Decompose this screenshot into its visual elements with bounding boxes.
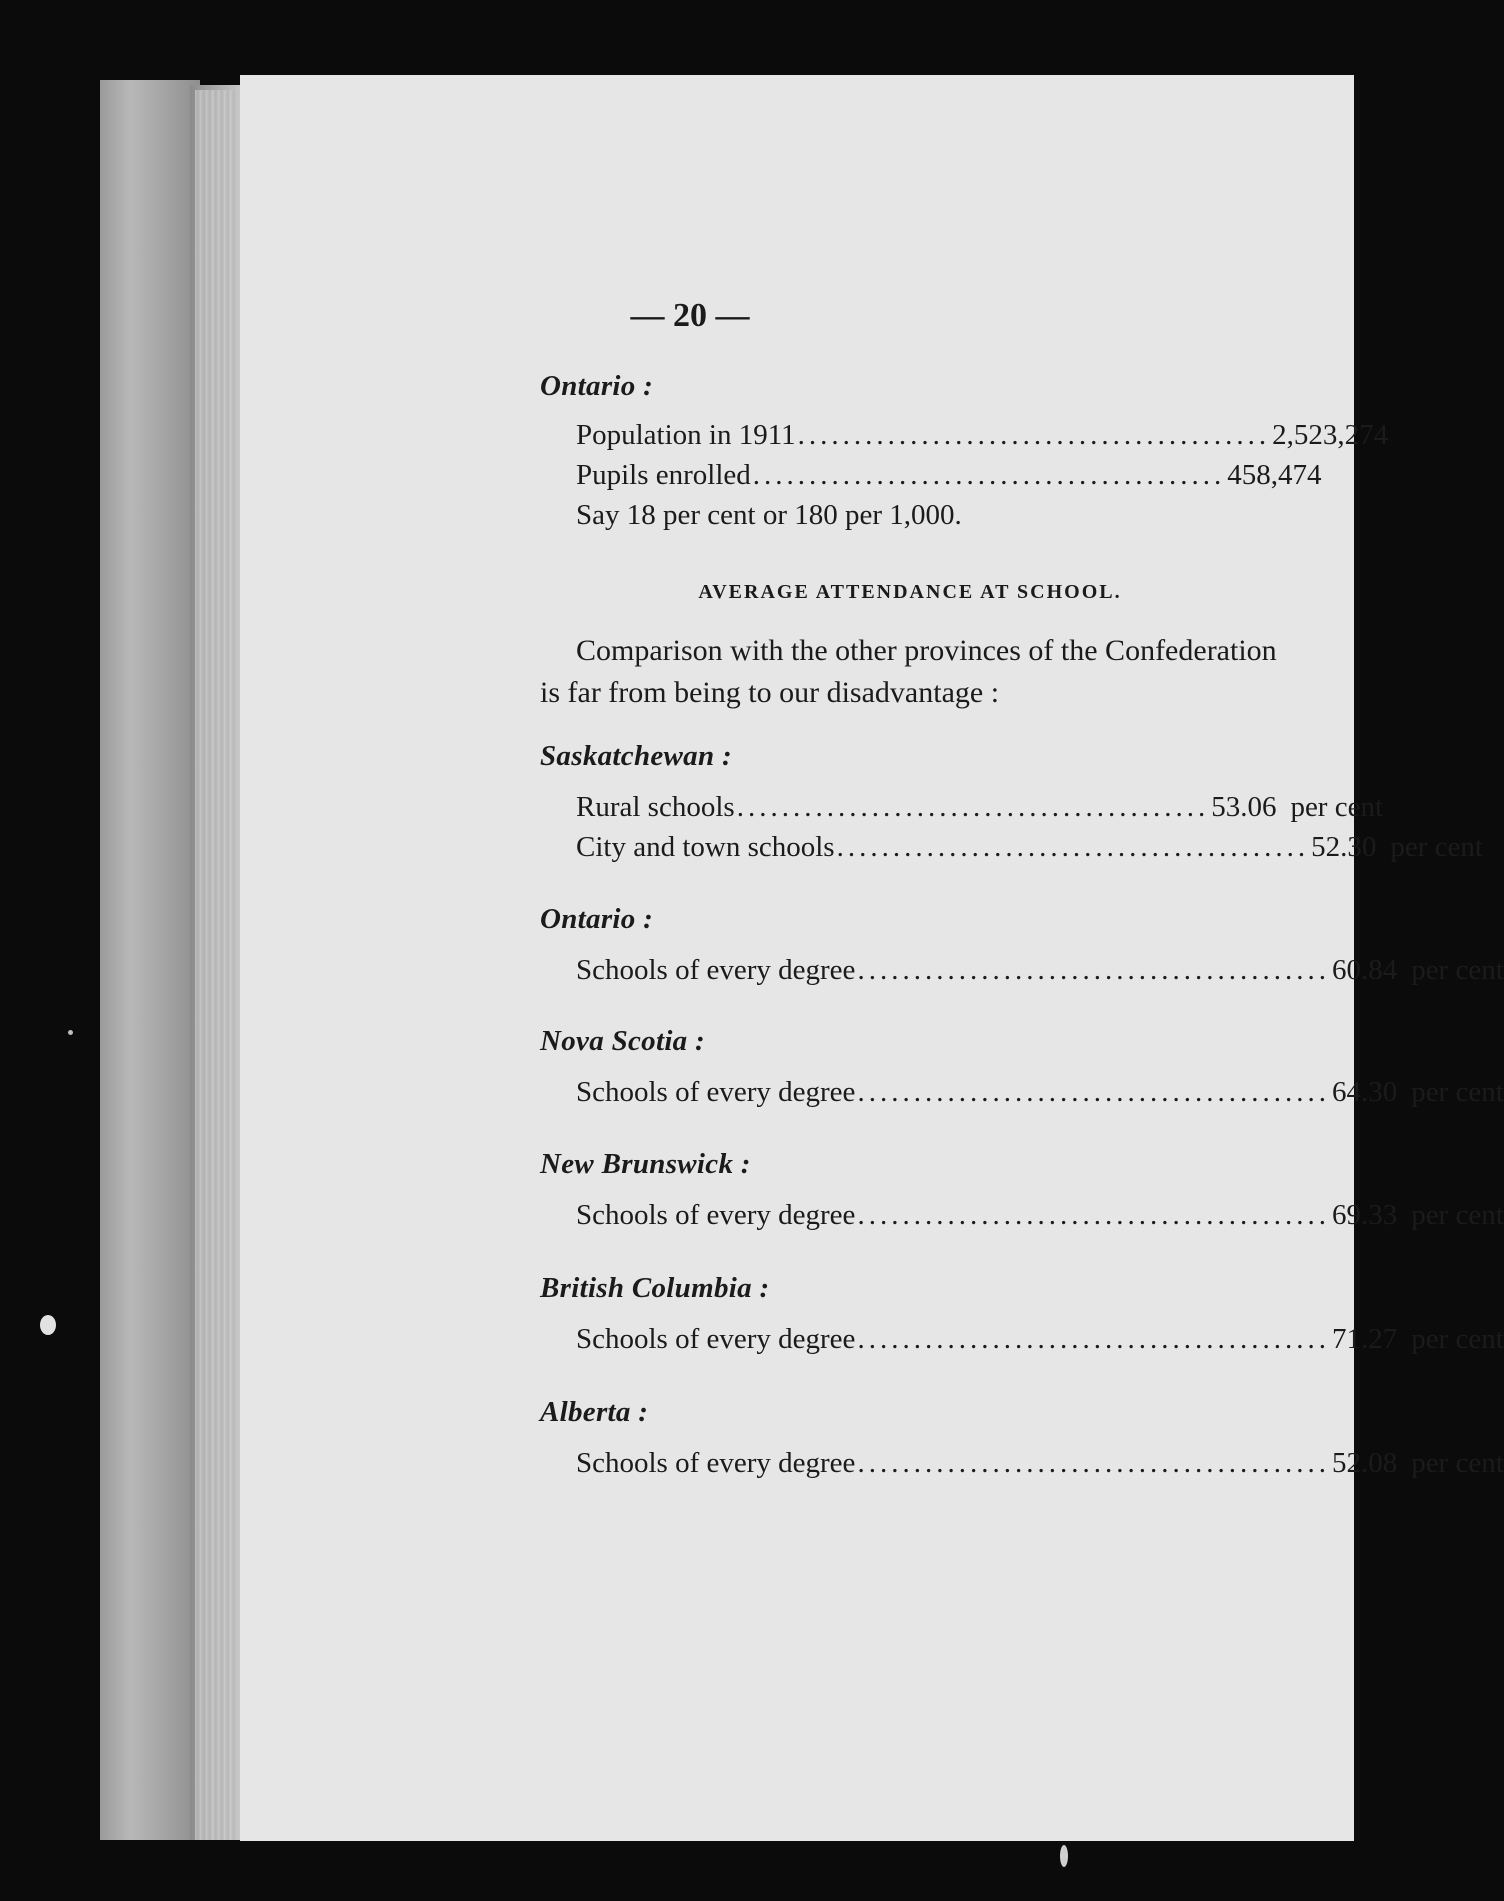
page-number: — 20 — xyxy=(630,297,750,334)
dot-leader: .......................................... xyxy=(797,419,1271,451)
row-label: City and town schools xyxy=(576,831,835,863)
scan-speck xyxy=(1060,1845,1068,1867)
page-edge-texture xyxy=(195,90,235,1840)
dot-leader: .......................................... xyxy=(736,791,1210,823)
note-text: Say 18 per cent or 180 per 1,000. xyxy=(576,499,962,531)
province-row xyxy=(576,787,1384,827)
dot-leader: .......................................... xyxy=(857,1447,1330,1479)
population-row xyxy=(576,415,1389,455)
province-heading: Alberta : xyxy=(540,1396,649,1428)
province-row xyxy=(576,1443,1504,1483)
province-heading: Ontario : xyxy=(540,903,654,935)
row-label: Schools of every degree xyxy=(576,1323,856,1355)
scan-speck xyxy=(40,1315,56,1335)
row-label: Schools of every degree xyxy=(576,1447,856,1479)
province-section-nova-scotia xyxy=(540,1025,1504,1112)
province-section-ontario xyxy=(540,903,1504,990)
province-heading: Nova Scotia : xyxy=(540,1025,705,1057)
section-title: AVERAGE ATTENDANCE AT SCHOOL. xyxy=(698,581,1122,603)
row-label: Rural schools xyxy=(576,791,735,823)
province-row xyxy=(576,827,1483,867)
document-page xyxy=(240,75,1504,1845)
province-section-saskatchewan xyxy=(540,740,1483,867)
row-label: Population in 1911 xyxy=(576,419,796,451)
row-label: Pupils enrolled xyxy=(576,459,751,491)
underlying-page-stack xyxy=(100,80,200,1840)
province-section-alberta xyxy=(540,1396,1504,1483)
row-unit: per cent xyxy=(1411,954,1504,986)
intro-paragraph: Comparison with the other provinces of the Confederation is far from being to our disadvantage : xyxy=(540,634,1277,709)
note-row xyxy=(576,495,1280,535)
province-row xyxy=(576,1319,1504,1359)
province-heading: British Columbia : xyxy=(540,1272,770,1304)
row-label: Schools of every degree xyxy=(576,954,856,986)
row-value: 60.84 xyxy=(1331,954,1398,986)
row-value: 64.30 xyxy=(1331,1076,1398,1108)
province-row xyxy=(576,1072,1504,1112)
dot-leader: .......................................... xyxy=(857,954,1330,986)
scan-bottom-shadow xyxy=(0,1841,1354,1901)
row-value: 458,474 xyxy=(1227,459,1322,491)
province-heading: Saskatchewan : xyxy=(540,740,732,772)
pupils-row xyxy=(576,455,1322,495)
scan-speck xyxy=(68,1030,73,1035)
province-row xyxy=(576,950,1504,990)
row-value: 2,523,274 xyxy=(1272,419,1389,451)
row-label: Schools of every degree xyxy=(576,1199,856,1231)
row-value: 71.27 xyxy=(1331,1323,1398,1355)
province-row xyxy=(576,1195,1504,1235)
row-unit: per cent xyxy=(1411,1323,1504,1355)
dot-leader: .......................................... xyxy=(857,1323,1330,1355)
row-unit: per cent xyxy=(1290,791,1384,823)
row-value: 53.06 xyxy=(1211,791,1277,823)
row-value: 52.30 xyxy=(1311,831,1377,863)
dot-leader: .......................................... xyxy=(857,1076,1330,1108)
dot-leader: .......................................... xyxy=(752,459,1226,491)
row-unit: per cent xyxy=(1390,831,1483,863)
row-value: 69.33 xyxy=(1331,1199,1398,1231)
row-unit: per cent xyxy=(1411,1447,1504,1479)
province-section-british-columbia xyxy=(540,1272,1504,1359)
ontario-population-section xyxy=(540,370,1389,535)
dot-leader: .......................................... xyxy=(836,831,1310,863)
section-heading-ontario: Ontario : xyxy=(540,370,654,402)
row-unit: per cent xyxy=(1411,1199,1504,1231)
row-label: Schools of every degree xyxy=(576,1076,856,1108)
row-value: 52.08 xyxy=(1331,1447,1398,1479)
row-unit: per cent xyxy=(1411,1076,1504,1108)
dot-leader: .......................................... xyxy=(857,1199,1330,1231)
province-heading: New Brunswick : xyxy=(540,1148,751,1180)
province-section-new-brunswick xyxy=(540,1148,1504,1235)
